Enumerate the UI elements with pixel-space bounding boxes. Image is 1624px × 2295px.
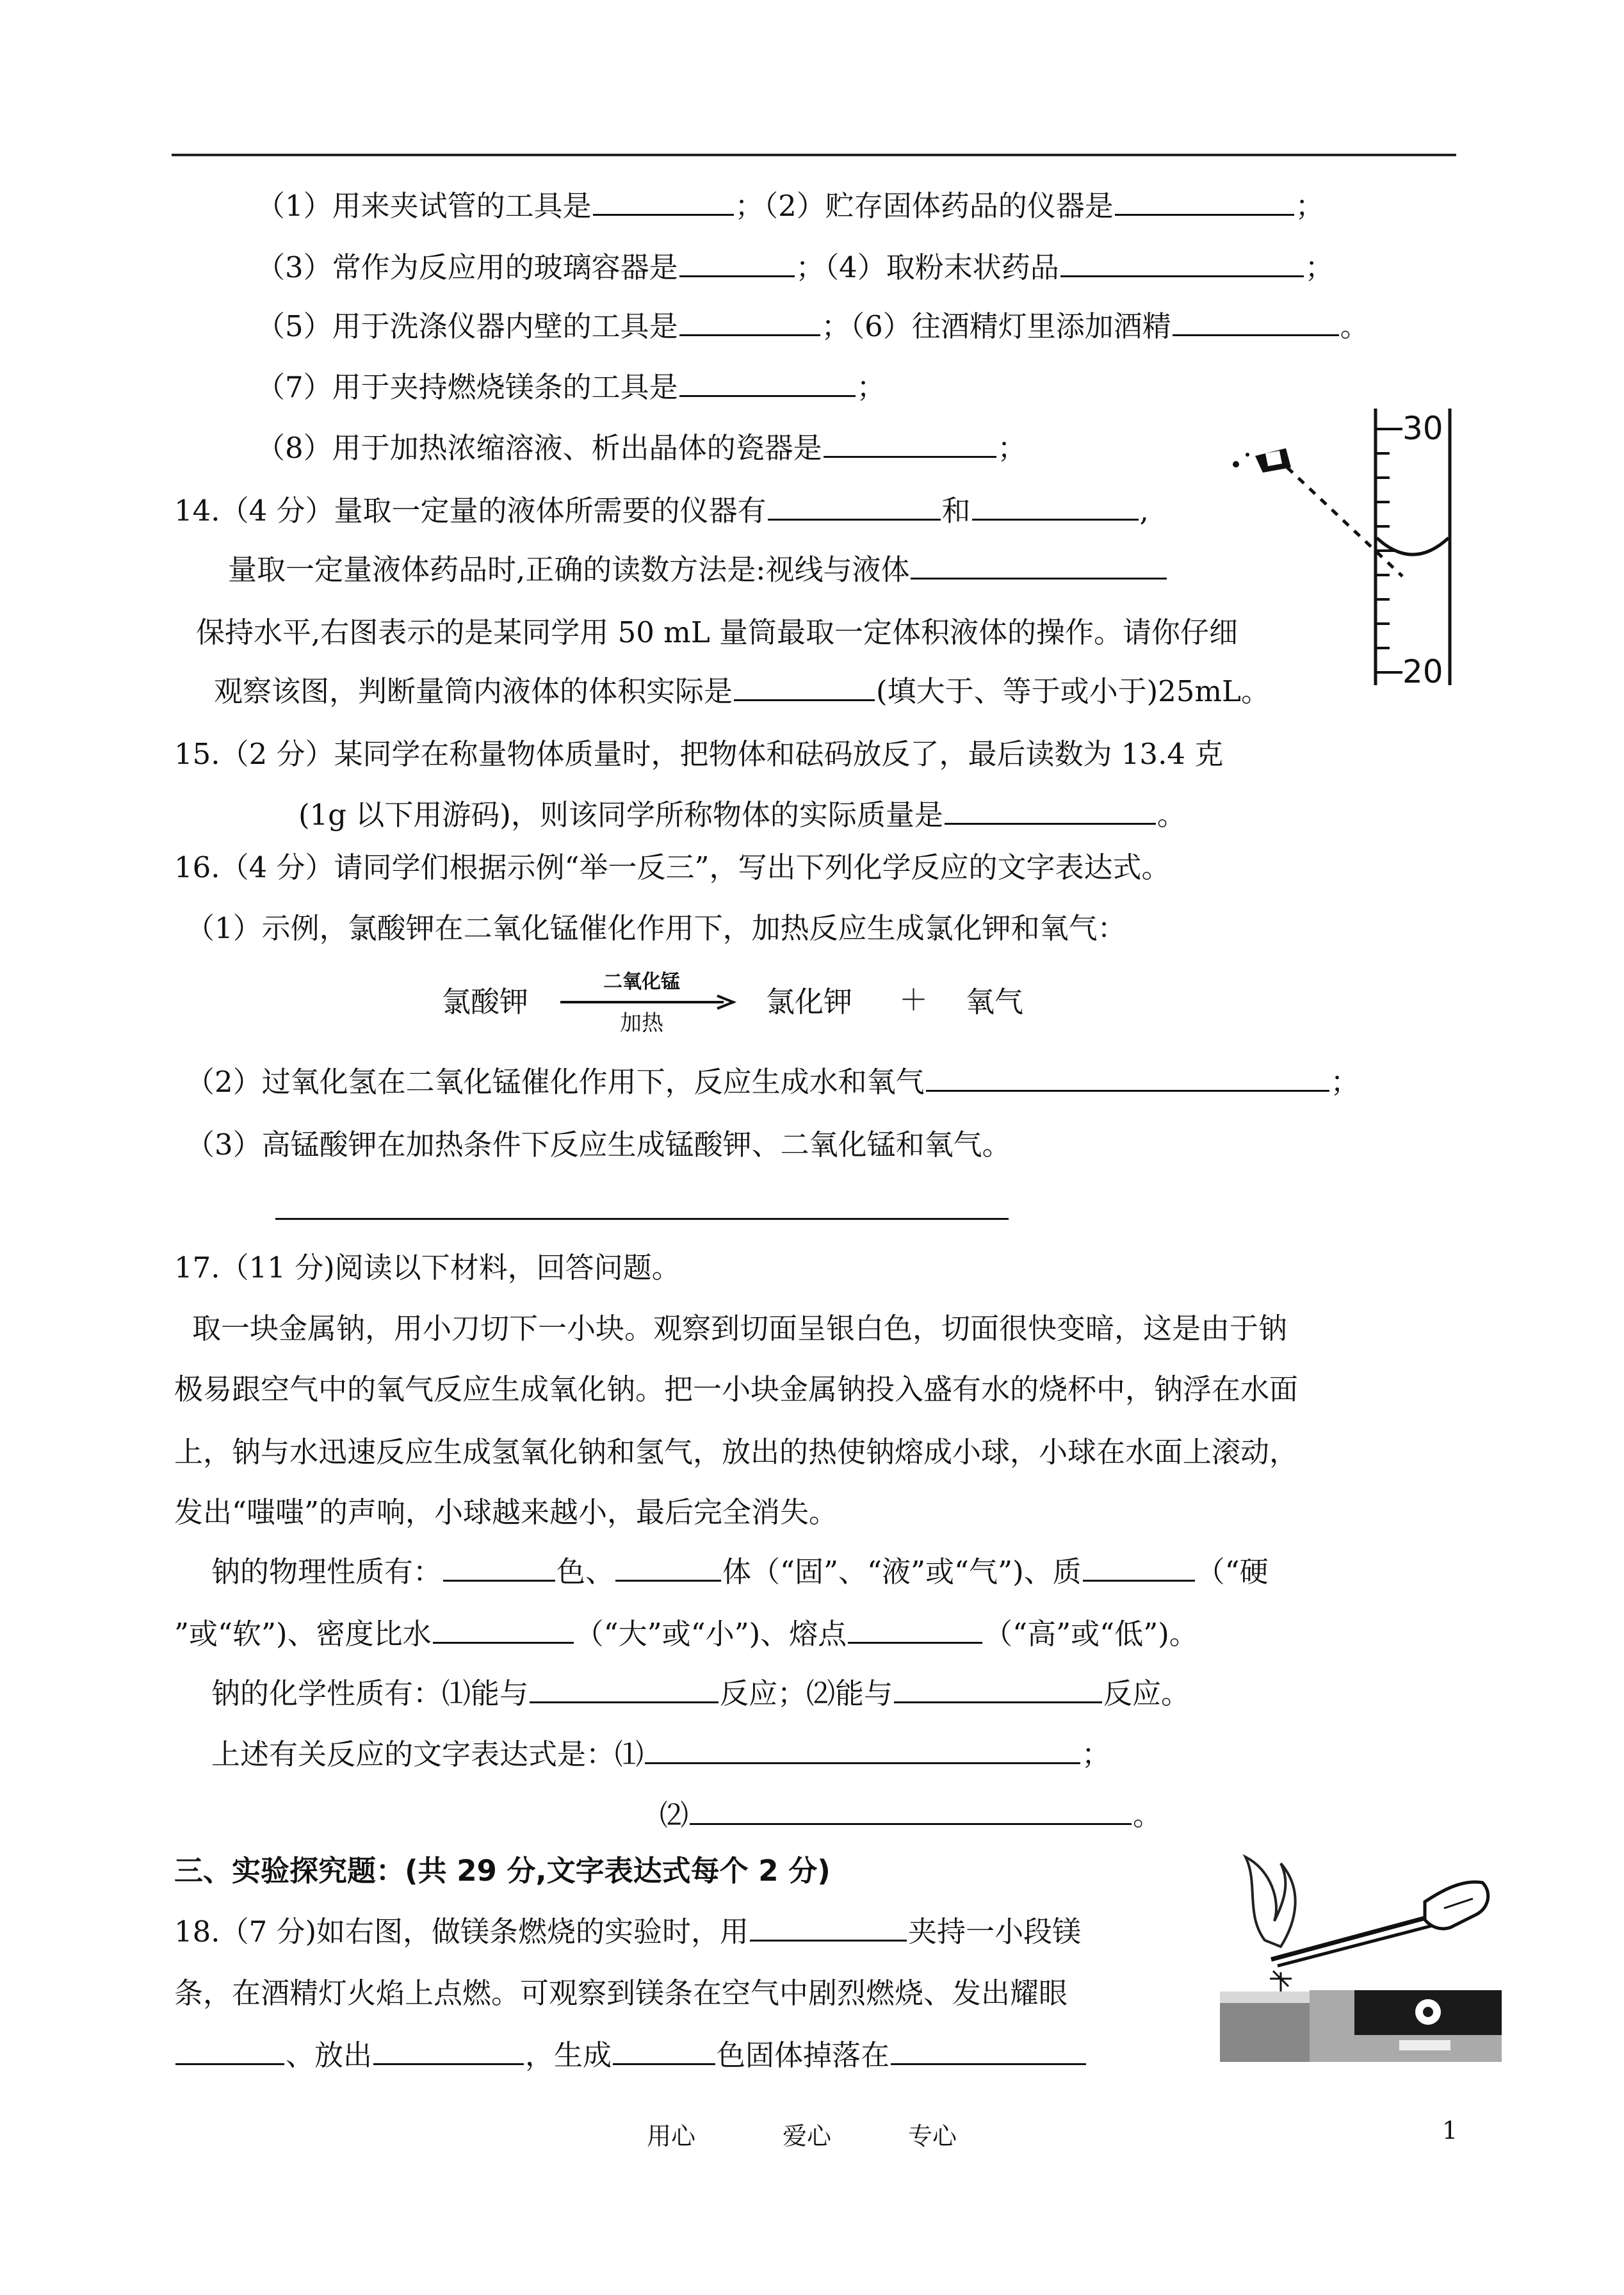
q18-line-3 <box>174 2036 1087 2075</box>
q14-hint: (填大于、等于或小于)25mL。 <box>876 674 1270 708</box>
q17-passage-3: 上，钠与水迅速反应生成氢氧化钠和氢气，放出的热使钠熔成小球，小球在水面上滚动， <box>174 1435 1299 1469</box>
q17-passage-2: 极易跟空气中的氧气反应生成氧化钠。把一小块金属钠投入盛有水的烧杯中，钠浮在水面 <box>174 1372 1299 1406</box>
answer-blank[interactable] <box>972 493 1139 521</box>
label: （“大”或“小”)、熔点 <box>574 1617 847 1651</box>
q13-item-1-text: （1）用来夹试管的工具是 <box>256 189 592 223</box>
punctuation: ； <box>856 370 886 404</box>
punctuation: , <box>1139 494 1149 528</box>
answer-blank[interactable] <box>945 797 1156 825</box>
label: 体（“固”、“液”或“气”)、质 <box>722 1555 1082 1589</box>
q18-line-1 <box>174 1913 1081 1951</box>
label: ”或“软”)、密度比水 <box>174 1617 432 1651</box>
label: 上述有关反应的文字表达式是：⑴ <box>211 1737 644 1771</box>
punctuation: ； <box>1082 1737 1111 1771</box>
answer-blank[interactable] <box>848 1616 982 1644</box>
q13-item-7-text: （7）用于夹持燃烧镁条的工具是 <box>256 370 678 404</box>
scale-label-bottom: 20 <box>1402 653 1443 685</box>
magnesium-burning-figure <box>1220 1844 1502 2062</box>
equation-product-2: 氧气 <box>966 985 1024 1019</box>
section-title: 三、实验探究题：(共 29 分,文字表达式每个 2 分) <box>174 1854 831 1888</box>
label: ⑵ <box>660 1798 689 1832</box>
q13-item-3-text: （3）常作为反应用的玻璃容器是 <box>256 250 678 284</box>
answer-blank[interactable] <box>679 369 856 397</box>
q16-line-1: 16.（4 分）请同学们根据示例“举一反三”，写出下列化学反应的文字表达式。 <box>174 850 1171 884</box>
label: ，生成 <box>525 2038 612 2072</box>
answer-blank[interactable] <box>824 430 996 458</box>
answer-blank[interactable] <box>613 2038 715 2065</box>
answer-blank[interactable] <box>690 1797 1132 1825</box>
q14-line-1 <box>174 492 1149 530</box>
answer-blank[interactable] <box>615 1554 721 1582</box>
answer-blank[interactable] <box>175 2038 284 2065</box>
liquid-meniscus <box>1377 538 1449 555</box>
label: 钠的物理性质有： <box>211 1555 443 1589</box>
answer-blank[interactable] <box>750 1914 907 1942</box>
answer-blank[interactable] <box>891 2038 1086 2065</box>
label: 夹持一小段镁 <box>908 1915 1082 1949</box>
answer-blank[interactable] <box>443 1554 555 1582</box>
conjunction: 和 <box>941 494 971 528</box>
q16-line-2: （1）示例，氯酸钾在二氧化锰催化作用下，加热反应生成氯化钾和氧气： <box>186 911 1126 945</box>
q17-equation-2 <box>660 1796 1162 1835</box>
q15-line-1: 15.（2 分）某同学在称量物体质量时，把物体和砝码放反了，最后读数为 13.4 克 <box>174 737 1224 771</box>
punctuation: 。 <box>1157 798 1186 832</box>
punctuation: 。 <box>1340 309 1369 343</box>
footer-word-2: 爱心 <box>783 2122 832 2150</box>
q14-stem: 14.（4 分）量取一定量的液体所需要的仪器有 <box>174 494 767 528</box>
label: 、放出 <box>286 2038 373 2072</box>
answer-blank[interactable] <box>679 250 795 277</box>
q18-stem: 18.（7 分)如右图，做镁条燃烧的实验时，用 <box>174 1915 749 1949</box>
label: （“硬 <box>1196 1555 1269 1589</box>
q14-reading-method: 量取一定量液体药品时,正确的读数方法是:视线与液体 <box>228 553 910 587</box>
q17-line-1: 17.（11 分)阅读以下材料，回答问题。 <box>174 1251 681 1285</box>
eye-icon <box>1233 448 1291 473</box>
scale-label-top: 30 <box>1402 410 1443 447</box>
q13-item-5-text: （5）用于洗涤仪器内壁的工具是 <box>256 309 678 343</box>
answer-blank[interactable] <box>911 552 1167 580</box>
footer-word-1: 用心 <box>647 2122 696 2150</box>
answer-blank[interactable] <box>679 309 820 336</box>
q13-item-8-text: （8）用于加热浓缩溶液、析出晶体的瓷器是 <box>256 431 822 465</box>
punctuation: ； <box>997 431 1027 465</box>
answer-blank[interactable] <box>768 493 941 521</box>
q13-line-4 <box>256 368 886 407</box>
sight-line <box>1287 467 1402 576</box>
answer-blank[interactable] <box>433 1616 574 1644</box>
q14-question: 观察该图，判断量筒内液体的体积实际是 <box>214 674 733 708</box>
page-number: 1 <box>1442 2116 1458 2145</box>
label: 反应。 <box>1103 1676 1190 1710</box>
q17-equation-1 <box>211 1735 1110 1774</box>
answer-blank[interactable] <box>645 1737 1080 1764</box>
answer-blank[interactable] <box>1115 188 1294 216</box>
q16-line-3 <box>186 1063 1360 1101</box>
q13-item-4-text: ；（4）取粉末状药品 <box>795 250 1059 284</box>
q14-line-3: 保持水平,右图表示的是某同学用 50 mL 量筒最取一定体积液体的操作。请你仔细 <box>196 615 1238 649</box>
q13-line-1 <box>256 187 1324 225</box>
answer-blank[interactable] <box>1083 1554 1195 1582</box>
answer-blank[interactable] <box>593 188 734 216</box>
q13-item-6-text: ；（6）往酒精灯里添加酒精 <box>821 309 1171 343</box>
footer-word-3: 专心 <box>908 2122 957 2150</box>
q14-line-4 <box>214 672 1270 711</box>
label: 钠的化学性质有：⑴能与 <box>211 1676 529 1710</box>
label: 反应；⑵能与 <box>720 1676 893 1710</box>
q17-physical-2 <box>174 1615 1198 1653</box>
q17-physical-1 <box>211 1553 1269 1591</box>
measuring-cylinder-figure <box>1210 403 1479 685</box>
q13-line-2 <box>256 248 1334 287</box>
q13-line-5 <box>256 429 1027 467</box>
q16-line-4: （3）高锰酸钾在加热条件下反应生成锰酸钾、二氧化锰和氧气。 <box>186 1128 1011 1162</box>
label: 色固体掉落在 <box>717 2038 890 2072</box>
punctuation: ； <box>1295 189 1324 223</box>
q15-question: (1g 以下用游码)，则该同学所称物体的实际质量是 <box>298 798 943 832</box>
q14-line-2 <box>228 551 1168 589</box>
equation-catalyst: 二氧化锰 <box>603 971 680 993</box>
answer-blank[interactable] <box>1173 309 1339 336</box>
q13-item-2-text: ；（2）贮存固体药品的仪器是 <box>735 189 1114 223</box>
answer-blank[interactable] <box>894 1676 1102 1703</box>
q13-line-3 <box>256 307 1369 346</box>
punctuation: ； <box>1304 250 1334 284</box>
answer-blank[interactable] <box>530 1676 719 1703</box>
q17-passage-4: 发出“嗤嗤”的声响，小球越来越小，最后完全消失。 <box>174 1495 838 1529</box>
label: （“高”或“低”)。 <box>984 1617 1198 1651</box>
answer-blank[interactable] <box>1060 250 1304 277</box>
header-rule <box>172 154 1456 156</box>
punctuation: ； <box>1330 1065 1360 1099</box>
q16-question-2: （2）过氧化氢在二氧化锰催化作用下，反应生成水和氧气 <box>186 1065 925 1099</box>
answer-blank[interactable] <box>734 674 875 701</box>
answer-blank[interactable] <box>926 1064 1329 1092</box>
q15-line-2 <box>298 796 1186 834</box>
label: 色、 <box>556 1555 615 1589</box>
equation-reactant: 氯酸钾 <box>442 985 529 1019</box>
equation-product-1: 氯化钾 <box>766 985 853 1019</box>
equation-plus: ＋ <box>899 983 929 1017</box>
q17-passage-1: 取一块金属钠，用小刀切下一小块。观察到切面呈银白色，切面很快变暗，这是由于钠 <box>192 1311 1288 1345</box>
punctuation: 。 <box>1133 1798 1162 1832</box>
q17-chemical <box>211 1675 1190 1713</box>
q18-line-2: 条，在酒精灯火焰上点燃。可观察到镁条在空气中剧烈燃烧、发出耀眼 <box>174 1976 1068 2010</box>
answer-blank[interactable] <box>373 2038 524 2065</box>
equation-condition: 加热 <box>620 1010 663 1036</box>
answer-blank[interactable] <box>275 1218 1009 1220</box>
